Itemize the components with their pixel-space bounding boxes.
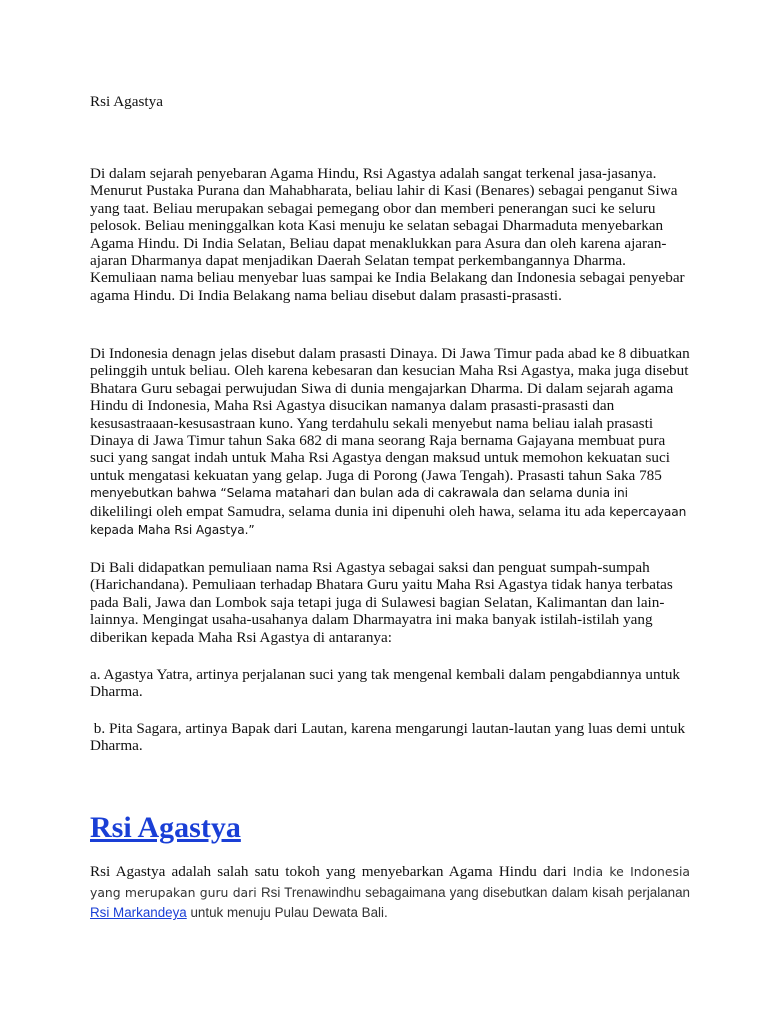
intro-text-1: Rsi Agastya adalah salah satu tokoh yang menyebarkan Agama Hindu dari — [90, 863, 573, 880]
intro-text-2: India ke Indonesia yang merupakan guru dari — [90, 864, 690, 900]
paragraph-intro — [90, 862, 690, 924]
paragraph-indonesia-text: Di Indonesia denagn jelas disebut dalam prasasti Dinaya. Di Jawa Timur pada abad ke 8 dibuatkan pelinggih untuk beliau. Oleh karena kebesaran dan kesucian Maha Rsi Agastya, maka juga disebut Bhatara Guru sebagai perwujudan Siwa di dunia mengajarkan Dharma. Di dalam sejarah agama Hindu di Indonesia, Maha Rsi Agastya disucikan namanya dalam prasasti-prasasti dan kesusastraaan-kesusastraan kuno. Yang terdahulu sekali menyebut nama beliau ialah prasasti Dinaya di Jawa Timur tahun Saka 682 di mana seorang Raja bernama Gajayana membuat pura suci yang sangat indah untuk Maha Rsi Agastya dengan maksud untuk memohon kekuatan suci untuk mengatasi kekuatan yang gelap. Juga di Porong (Jawa Tengah). Prasasti tahun Saka 785 — [90, 345, 690, 484]
section-heading-link[interactable]: Rsi Agastya — [90, 811, 241, 844]
quote-line-3: kepercayaan kepada Maha Rsi Agastya.” — [90, 504, 687, 538]
quote-line-2: dikelilingi oleh empat Samudra, selama dunia ini dipenuhi oleh hawa, selama itu ada — [90, 502, 606, 520]
list-item-agastya-yatra: a. Agastya Yatra, artinya perjalanan suci yang tak mengenal kembali dalam pengabdiannya untuk Dharma. — [90, 666, 681, 701]
intro-text-3: Rsi Trenawindhu sebagaimana yang disebutkan dalam kisah perjalanan — [260, 884, 690, 900]
rsi-markandeya-link[interactable]: Rsi Markandeya — [90, 905, 187, 920]
paragraph-origin: Di dalam sejarah penyebaran Agama Hindu, Rsi Agastya adalah sangat terkenal jasa-jasanya. Menurut Pustaka Purana dan Mahabharata, beliau lahir di Kasi (Benares) sebagai penganut Siwa yang taat. Beliau merupakan sebagai pemegang obor dan memberi penerangan suci ke seluru pelosok. Beliau meninggalkan kota Kasi menuju ke selatan sebagai Dharmaduta menyebarkan Agama Hindu. Di India Selatan, Beliau dapat menaklukkan para Asura dan oleh karena ajaran-ajaran Dharmanya dapat menjadikan Daerah Selatan tempat perkembangannya Dharma. Kemuliaan nama beliau menyebar luas sampai ke India Belakang dan Indonesia sebagai penyebar agama Hindu. Di India Belakang nama beliau disebut dalam prasasti-prasasti. — [90, 165, 685, 304]
quote-line-1: menyebutkan bahwa “Selama matahari dan bulan ada di cakrawala dan selama dunia ini — [90, 486, 628, 501]
paragraph-bali: Di Bali didapatkan pemuliaan nama Rsi Agastya sebagai saksi dan penguat sumpah-sumpah (Harichandana). Pemuliaan terhadap Bhatara Guru yaitu Maha Rsi Agastya tidak hanya terbatas pada Bali, Jawa dan Lombok saja tetapi juga di Sulawesi bagian Selatan, Kalimantan dan lain-lainnya. Mengingat usaha-usahanya dalam Dharmayatra ini maka banyak istilah-istilah yang diberikan kepada Maha Rsi Agastya di antaranya: — [90, 559, 673, 646]
document-title: Rsi Agastya — [90, 93, 163, 110]
list-item-pita-sagara: b. Pita Sagara, artinya Bapak dari Lautan, karena mengarungi lautan-lautan yang luas demi untuk Dharma. — [90, 720, 689, 755]
intro-text-4: untuk menuju Pulau Dewata Bali. — [186, 905, 388, 920]
paragraph-indonesia — [90, 345, 690, 539]
